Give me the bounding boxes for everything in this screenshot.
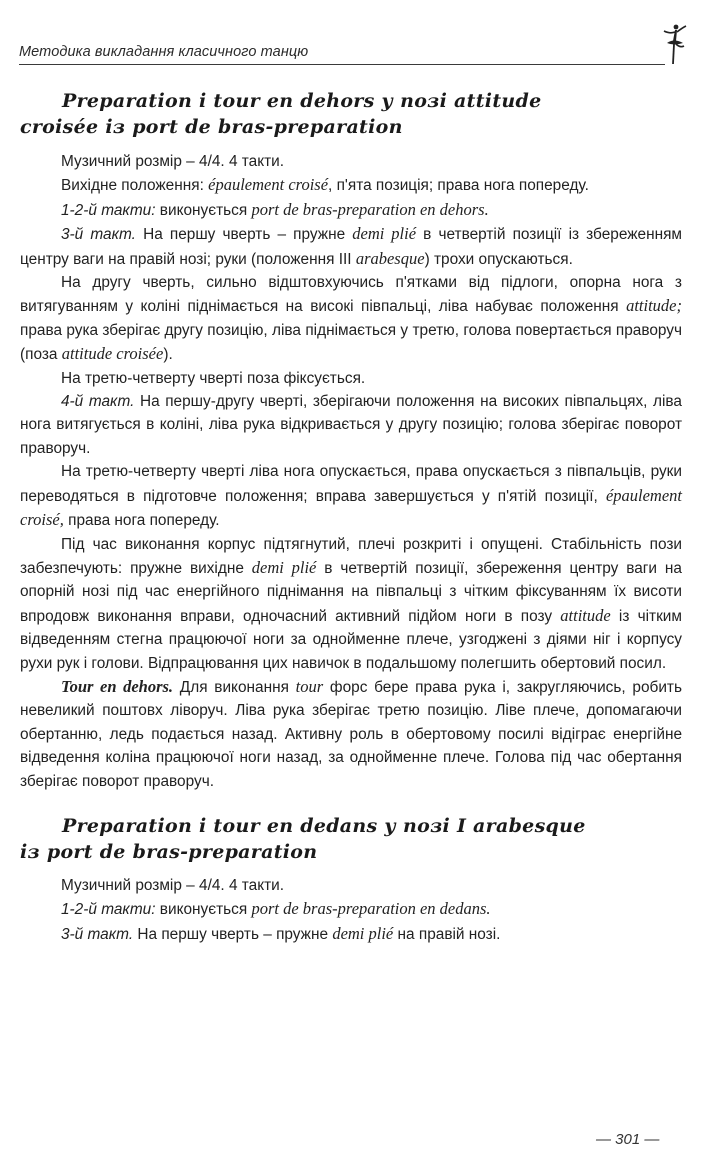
ballerina-icon (661, 22, 687, 66)
running-title: Методика викладання класичного танцю (19, 44, 309, 60)
section-heading-tour-en-dehors (20, 88, 682, 140)
paragraph: 1-2-й такти: виконується port de bras-preparation en dehors. (61, 199, 489, 219)
heading-line: Preparation i tour en dedans у позі I arabesque (62, 814, 586, 837)
paragraph: На третю-четверту чверті ліва нога опускається, права опускається з півпальців, руки переводяться в підготовче положення; вправа завершується у п'ятій позиції, épaulement croisé, права нога попереду. (20, 463, 682, 530)
running-header (19, 18, 683, 68)
paragraph: Під час виконання корпус підтягнутий, плечі розкриті і опущені. Стабільність пози забезпечують: пружне вихідне demi plié в четвертій позиції, збереження центру ваги на опорній нозі під час енергійного піднімання на півпальці з чітким фіксуванням їх висоти впродовж виконання вправи, одночасний активний підйом ноги в позу attitude із чітким відведенням стегна працюючої ноги за однойменне плече, узгоджені з діями ніг і корпусу рухи рук і голови. Відпрацювання цих навичок в подальшому полегшить обертовий посил. (20, 535, 682, 672)
paragraph: На другу чверть, сильно відштовхуючись п'ятками від підлоги, опорна нога з витягуванням у коліні піднімається на високі півпальці, ліва набуває положення attitude; права рука зберігає другу позицію, ліва піднімається у третю, голова повертається праворуч (поза attitude croisée). (20, 274, 682, 364)
paragraph: Музичний розмір – 4/4. 4 такти. (61, 876, 285, 894)
paragraph: На третю-четверту чверті поза фіксується. (61, 369, 366, 387)
section-heading-tour-en-dedans (20, 813, 682, 865)
paragraph: 4-й такт. На першу-другу чверті, зберігаючи положення на високих півпальцях, ліва нога витягується в коліні, ліва рука відкривається у другу позицію; голова зберігає поворот праворуч. (20, 393, 682, 457)
paragraph: 3-й такт. На першу чверть – пружне demi plié на правій нозі. (61, 923, 501, 943)
paragraph: Вихідне положення: épaulement croisé, п'ята позиція; права нога попереду. (61, 175, 589, 195)
paragraph: Tour en dehors. Для виконання tour форс бере права рука і, закругляючись, робить невеликий поштовх ліворуч. Ліва рука зберігає третю позицію. Ліве плече, допомагаючи обертанню, ледь подається назад. Активну роль в обертовому посилі відіграє енергійне відведення коліна працюючої ноги назад, за однойменне плече. Голова під час обертання зберігає поворот праворуч. (20, 676, 682, 790)
paragraph: Музичний розмір – 4/4. 4 такти. (61, 153, 285, 170)
header-rule (19, 64, 665, 65)
heading-line: із port de bras-preparation (20, 840, 318, 863)
page-body (20, 88, 682, 946)
heading-line: croisée із port de bras-preparation (20, 116, 403, 138)
page-number: — 301 — (596, 1131, 660, 1148)
heading-line: Preparation i tour en dehors у позі attitude (62, 90, 542, 112)
paragraph: 3-й такт. На першу чверть – пружне demi plié в четвертій позиції із збереженням центру ваги на правій нозі; руки (положення III arabesque) трохи опускаються. (20, 224, 682, 268)
paragraph: 1-2-й такти: виконується port de bras-preparation en dedans. (61, 899, 491, 919)
